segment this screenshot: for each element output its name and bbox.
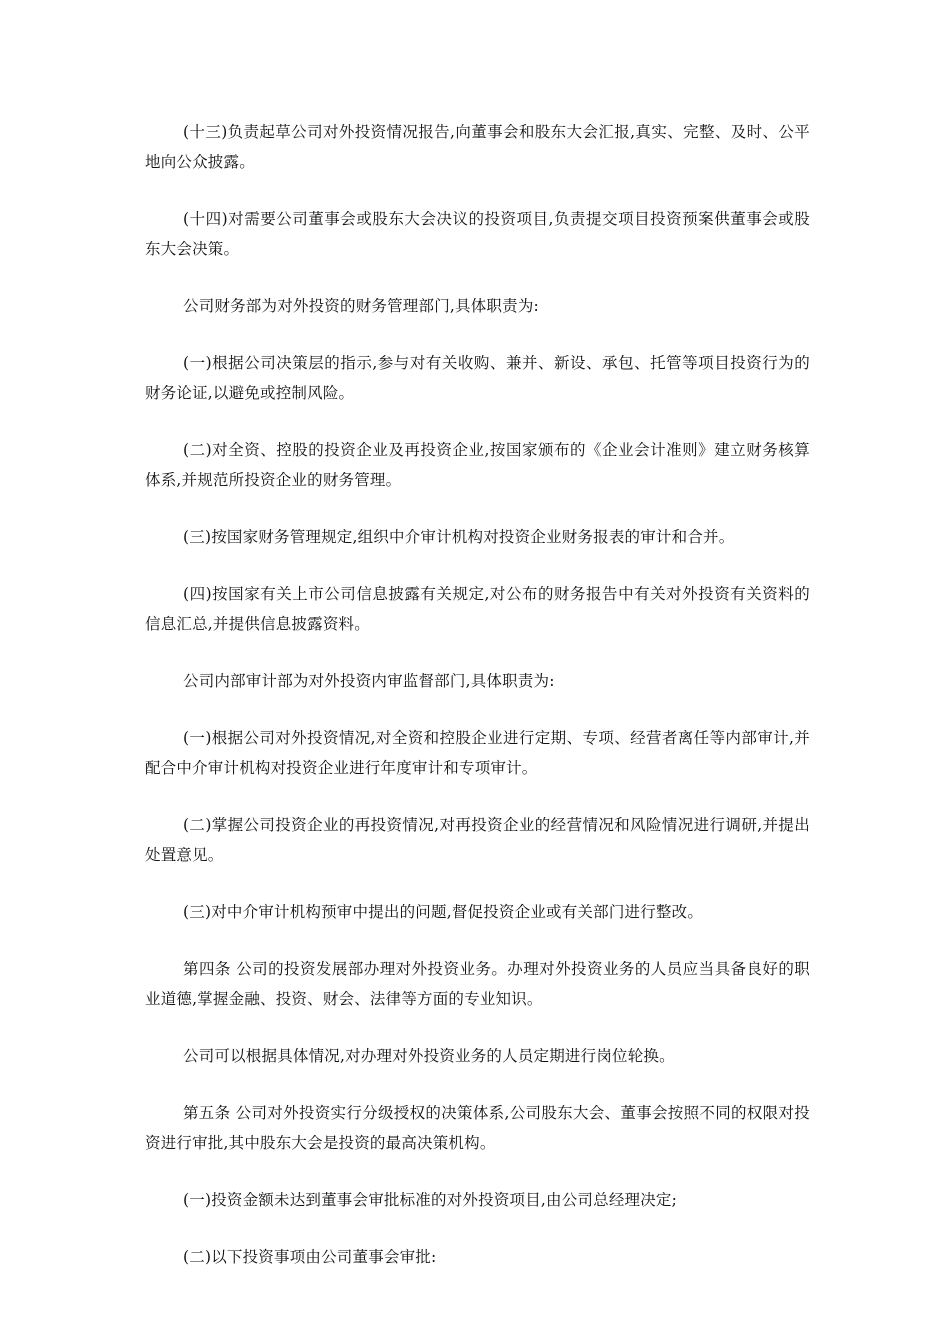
paragraph: 第五条 公司对外投资实行分级授权的决策体系,公司股东大会、董事会按照不同的权限对投资进行审批,其中股东大会是投资的最高决策机构。 (145, 1104, 810, 1152)
paragraph: (二)掌握公司投资企业的再投资情况,对再投资企业的经营情况和风险情况进行调研,并提出处置意见。 (145, 816, 810, 864)
paragraph: 公司内部审计部为对外投资内审监督部门,具体职责为: (183, 672, 555, 690)
paragraph: (四)按国家有关上市公司信息披露有关规定,对公布的财务报告中有关对外投资有关资料的信息汇总,并提供信息披露资料。 (145, 585, 810, 633)
paragraph: (三)按国家财务管理规定,组织中介审计机构对投资企业财务报表的审计和合并。 (183, 528, 735, 546)
paragraph: (十四)对需要公司董事会或股东大会决议的投资项目,负责提交项目投资预案供董事会或股东大会决策。 (145, 210, 810, 258)
paragraph: (三)对中介审计机构预审中提出的问题,督促投资企业或有关部门进行整改。 (183, 903, 704, 921)
document-body (145, 117, 810, 1299)
paragraph: (一)根据公司决策层的指示,参与对有关收购、兼并、新设、承包、托管等项目投资行为的财务论证,以避免或控制风险。 (145, 354, 810, 402)
paragraph: 第四条 公司的投资发展部办理对外投资业务。办理对外投资业务的人员应当具备良好的职业道德,掌握金融、投资、财会、法律等方面的专业知识。 (145, 960, 810, 1008)
paragraph: (二)对全资、控股的投资企业及再投资企业,按国家颁布的《企业会计准则》建立财务核算体系,并规范所投资企业的财务管理。 (145, 441, 810, 489)
paragraph: (二)以下投资事项由公司董事会审批: (183, 1248, 437, 1266)
paragraph: (一)根据公司对外投资情况,对全资和控股企业进行定期、专项、经营者离任等内部审计,并配合中介审计机构对投资企业进行年度审计和专项审计。 (145, 729, 810, 777)
paragraph: 公司可以根据具体情况,对办理对外投资业务的人员定期进行岗位轮换。 (183, 1047, 675, 1065)
paragraph: (十三)负责起草公司对外投资情况报告,向董事会和股东大会汇报,真实、完整、及时、公平地向公众披露。 (145, 123, 810, 171)
paragraph: 公司财务部为对外投资的财务管理部门,具体职责为: (183, 297, 539, 315)
paragraph: (一)投资金额未达到董事会审批标准的对外投资项目,由公司总经理决定; (183, 1191, 678, 1209)
